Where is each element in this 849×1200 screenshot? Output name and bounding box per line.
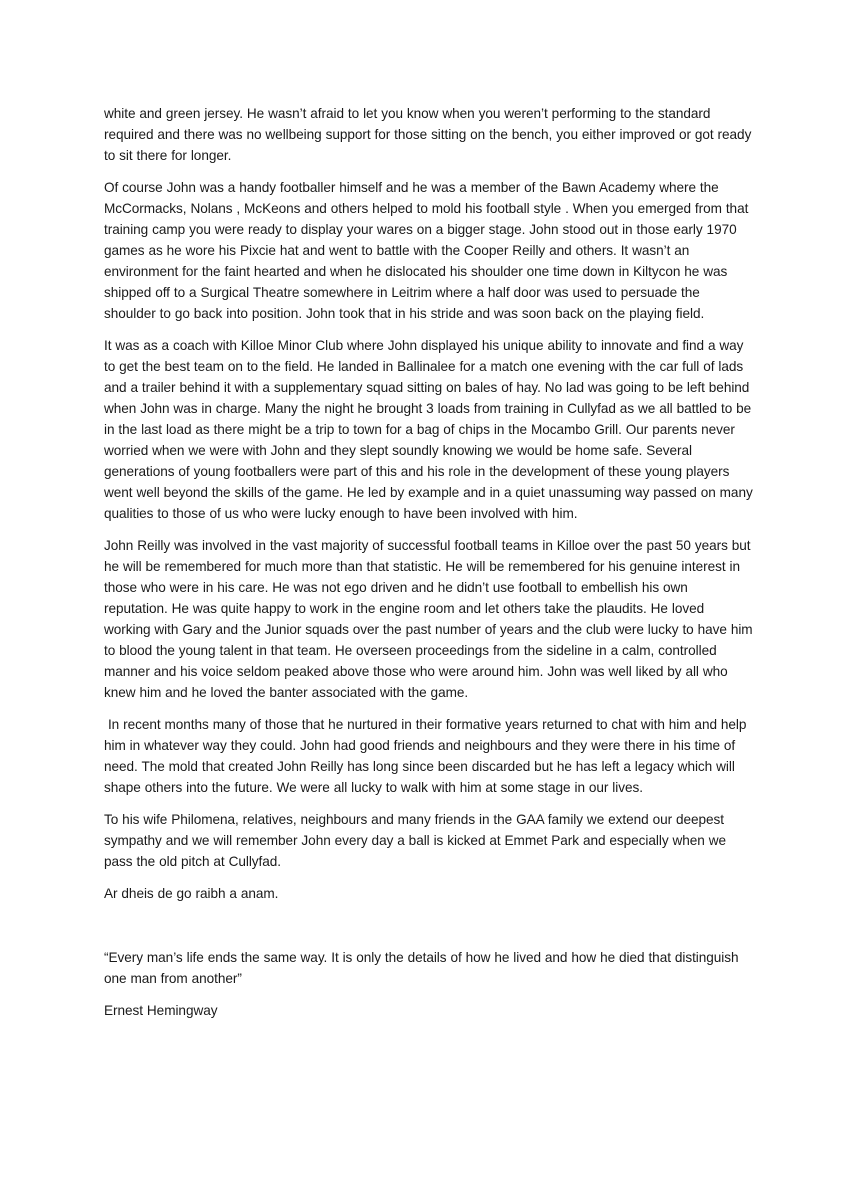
hemingway-quote: “Every man’s life ends the same way. It is only the details of how he lived and how he died that distinguish one man from another”	[104, 950, 739, 986]
document-page	[104, 103, 754, 1032]
paragraph-sympathy: To his wife Philomena, relatives, neighbours and many friends in the GAA family we extend our deepest sympathy and we will remember John every day a ball is kicked at Emmet Park and especially when we pass the old pitch at Cullyfad.	[104, 812, 727, 869]
paragraph-jersey: white and green jersey. He wasn’t afraid to let you know when you weren’t performing to the standard required and there was no wellbeing support for those sitting on the bench, you either improved or got ready to sit there for longer.	[104, 106, 752, 163]
paragraph-coach-killoe-minor: It was as a coach with Killoe Minor Club where John displayed his unique ability to innovate and find a way to get the best team on to the field. He landed in Ballinalee for a match one evening with the car full of lads and a trailer behind it with a supplementary squad sitting on bales of hay. No lad was going to be left behind when John was in charge. Many the night he brought 3 loads from training in Cullyfad as we all battled to be in the last load as there might be a trip to town for a bag of chips in the Mocambo Grill. Our parents never worried when we were with John and they slept soundly knowing we would be home safe. Several generations of young footballers were part of this and his role in the development of these young players went well beyond the skills of the game. He led by example and in a quiet unassuming way passed on many qualities to those of us who were lucky enough to have been involved with him.	[104, 338, 753, 521]
paragraph-recent-months: In recent months many of those that he nurtured in their formative years returned to chat with him and help him in whatever way they could. John had good friends and neighbours and they were there in his time of need. The mold that created John Reilly has long since been discarded but he has left a legacy which will shape others into the future. We were all lucky to walk with him at some stage in our lives.	[104, 717, 747, 795]
quote-author: Ernest Hemingway	[104, 1003, 218, 1018]
paragraph-successful-teams: John Reilly was involved in the vast majority of successful football teams in Killoe over the past 50 years but he will be remembered for much more than that statistic. He will be remembered for his genuine interest in those who were in his care. He was not ego driven and he didn’t use football to embellish his own reputation. He was quite happy to work in the engine room and let others take the plaudits. He loved working with Gary and the Junior squads over the past number of years and the club were lucky to have him to blood the young talent in that team. He overseen proceedings from the sideline in a calm, controlled manner and his voice seldom peaked above those who were around him. John was well liked by all who knew him and he loved the banter associated with the game.	[104, 538, 753, 700]
paragraph-bawn-academy: Of course John was a handy footballer himself and he was a member of the Bawn Academy where the McCormacks, Nolans , McKeons and others helped to mold his football style . When you emerged from that training camp you were ready to display your wares on a bigger stage. John stood out in those early 1970 games as he wore his Pixcie hat and went to battle with the Cooper Reilly and others. It wasn’t an environment for the faint hearted and when he dislocated his shoulder one time down in Kiltycon he was shipped off to a Surgical Theatre somewhere in Leitrim where a half door was used to persuade the shoulder to go back into position. John took that in his stride and was soon back on the playing field.	[104, 180, 749, 321]
section-spacer	[104, 915, 754, 947]
paragraph-blessing: Ar dheis de go raibh a anam.	[104, 886, 279, 901]
